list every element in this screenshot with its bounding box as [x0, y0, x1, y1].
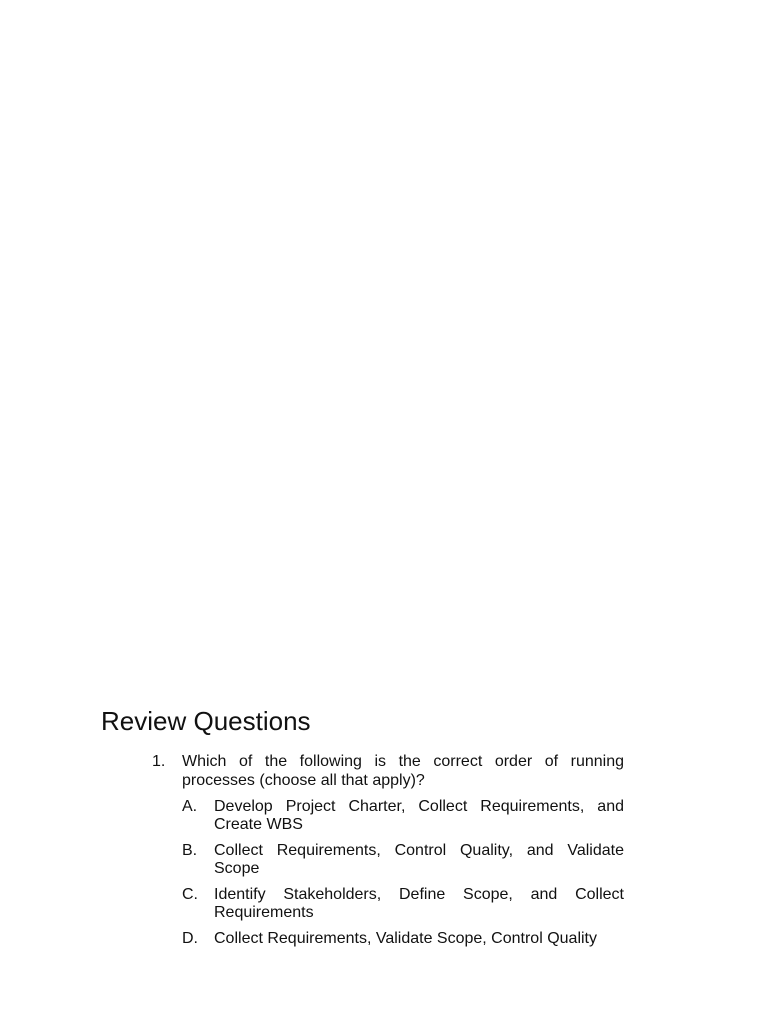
option-letter: A. [182, 798, 198, 815]
option-text: Collect Requirements, Control Quality, and Validate Scope [214, 842, 624, 877]
option-letter: B. [182, 842, 198, 859]
option-letter: C. [182, 886, 198, 903]
option-text: Develop Project Charter, Collect Requirements, and Create WBS [214, 798, 624, 833]
question-text: Which of the following is the correct order of running processes (choose all that apply)? [182, 753, 624, 789]
option-letter: D. [182, 930, 198, 947]
answer-option-b [182, 842, 624, 878]
answer-option-a [182, 798, 624, 834]
question-number: 1. [152, 753, 166, 770]
question-list [152, 752, 624, 956]
answer-option-d [182, 930, 624, 948]
option-text: Identify Stakeholders, Define Scope, and Collect Requirements [214, 886, 624, 921]
answer-options [182, 798, 624, 948]
answer-option-c [182, 886, 624, 922]
option-text: Collect Requirements, Validate Scope, Control Quality [214, 930, 597, 947]
section-heading: Review Questions [101, 706, 311, 736]
question-item [152, 752, 624, 948]
